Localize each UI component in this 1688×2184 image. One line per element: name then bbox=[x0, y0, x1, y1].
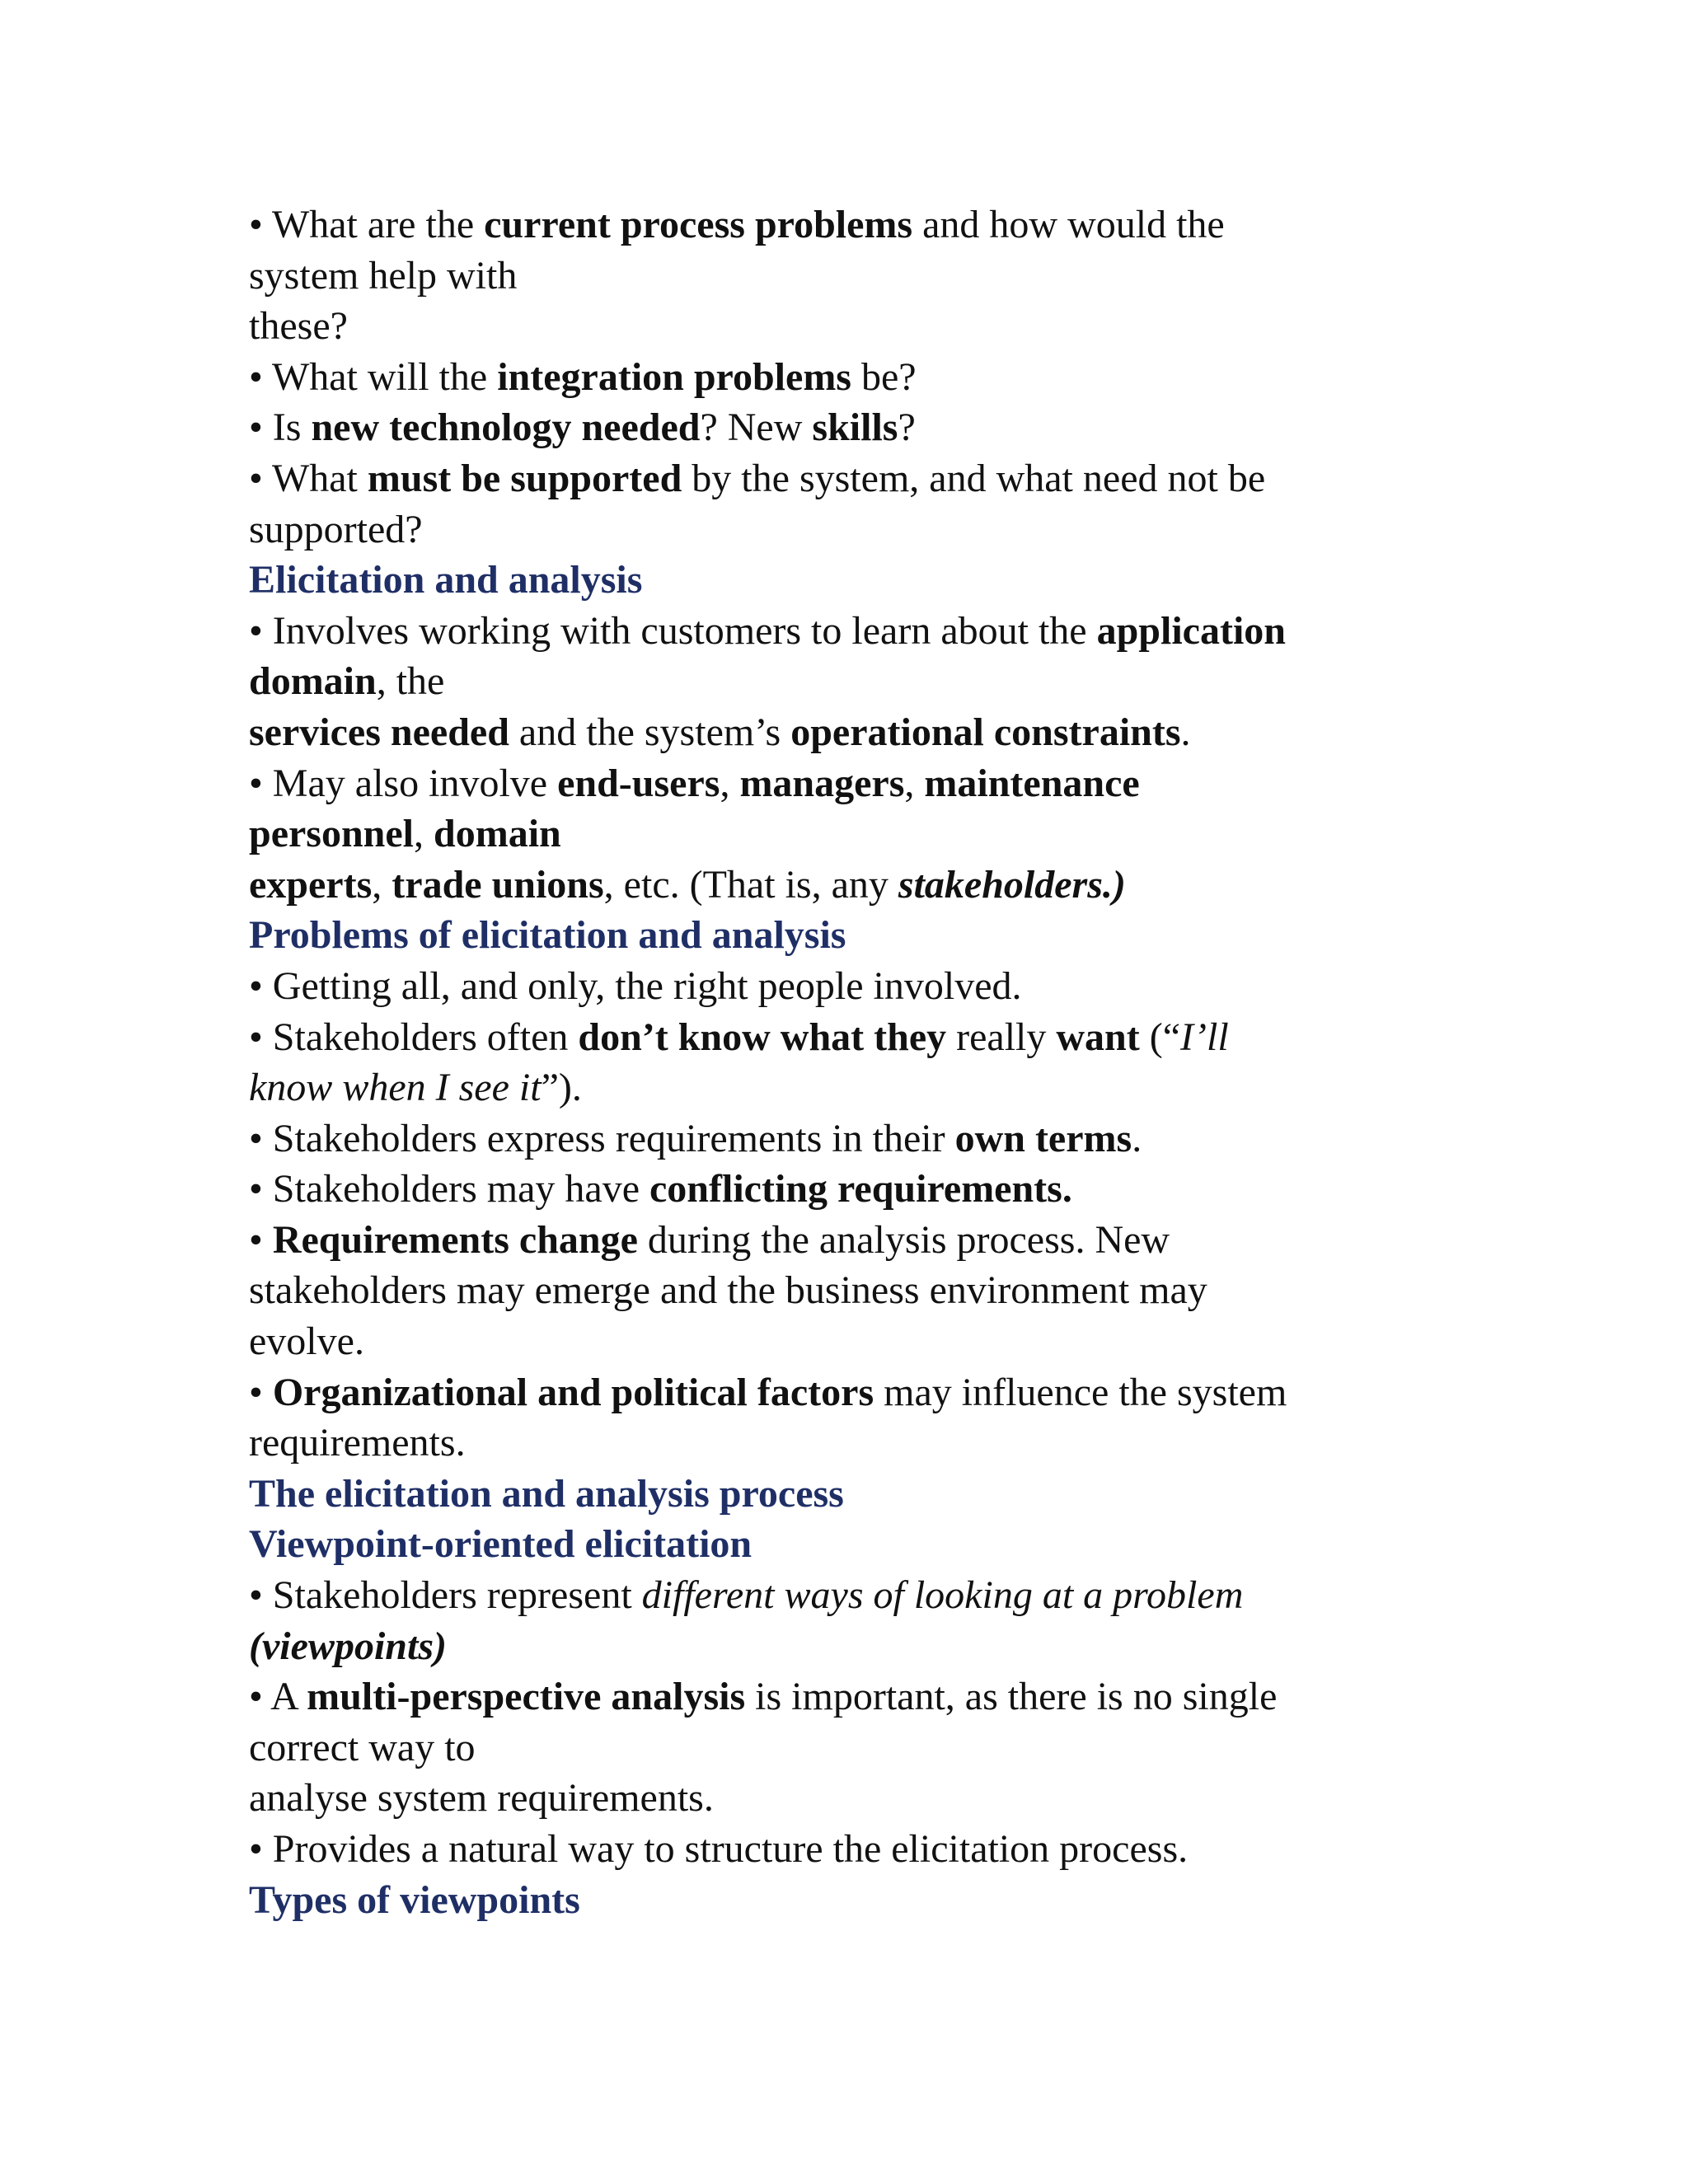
text-line bbox=[249, 758, 1444, 809]
text-segment: Problems of elicitation and analysis bbox=[249, 913, 846, 958]
text-segment: • A bbox=[249, 1675, 307, 1719]
text-segment: during the analysis process. New bbox=[637, 1217, 1170, 1262]
text-segment: and how would the bbox=[912, 203, 1225, 246]
text-segment: The elicitation and analysis process bbox=[249, 1471, 844, 1516]
bold-text: conflicting requirements. bbox=[649, 1167, 1072, 1212]
text-segment: system help with bbox=[249, 253, 518, 298]
bold-text: own terms bbox=[954, 1116, 1132, 1160]
bold-text: Organizational and political factors bbox=[272, 1370, 874, 1414]
text-line bbox=[249, 1215, 1444, 1266]
text-line bbox=[249, 402, 1444, 453]
text-segment: . bbox=[1132, 1116, 1142, 1160]
bold-text: managers bbox=[739, 761, 905, 805]
italic-text: I’ll bbox=[1180, 1015, 1229, 1059]
bold-text: new technology needed bbox=[311, 405, 701, 450]
text-line bbox=[249, 301, 1444, 352]
text-line bbox=[249, 251, 1444, 302]
text-line bbox=[249, 1367, 1444, 1418]
section-heading bbox=[249, 1469, 1444, 1520]
bold-text: application bbox=[1096, 608, 1286, 653]
text-segment: • Stakeholders express requirements in their bbox=[249, 1116, 955, 1160]
text-line bbox=[249, 1164, 1444, 1215]
text-segment: , the bbox=[376, 659, 445, 704]
text-line bbox=[249, 1062, 1444, 1113]
text-line bbox=[249, 1012, 1444, 1063]
bold-text: multi-perspective analysis bbox=[307, 1675, 746, 1719]
text-line bbox=[249, 199, 1444, 251]
bold-text: experts bbox=[249, 862, 373, 907]
text-line bbox=[249, 1773, 1444, 1824]
text-line bbox=[249, 1621, 1444, 1672]
text-segment: • bbox=[249, 1217, 273, 1262]
bold-text: domain bbox=[249, 659, 377, 704]
text-segment: • What bbox=[249, 456, 368, 500]
section-heading bbox=[249, 1875, 1444, 1926]
text-line bbox=[249, 860, 1444, 911]
bold-text: Requirements change bbox=[272, 1217, 638, 1262]
text-segment: stakeholders may emerge and the business environment may bbox=[249, 1268, 1207, 1313]
text-line bbox=[249, 656, 1444, 707]
text-segment: • What will the bbox=[249, 354, 498, 399]
text-line bbox=[249, 606, 1444, 657]
text-segment: ”). bbox=[541, 1066, 582, 1110]
text-segment: (“ bbox=[1139, 1015, 1181, 1059]
text-segment: • What are the bbox=[249, 203, 485, 246]
text-segment: evolve. bbox=[249, 1319, 364, 1364]
text-line bbox=[249, 1722, 1444, 1774]
bold-text: domain bbox=[434, 812, 561, 856]
text-line bbox=[249, 352, 1444, 403]
text-segment: may influence the system bbox=[874, 1370, 1287, 1414]
text-segment: and the system’s bbox=[509, 710, 791, 754]
text-line bbox=[249, 1316, 1444, 1367]
text-segment: . bbox=[1180, 710, 1191, 754]
section-heading bbox=[249, 555, 1444, 606]
text-segment: • Stakeholders represent bbox=[249, 1573, 642, 1618]
italic-text: know when I see it bbox=[249, 1066, 542, 1110]
bold-text: skills bbox=[812, 405, 898, 450]
bold-italic-text: (viewpoints) bbox=[249, 1624, 447, 1668]
text-segment: • Stakeholders often bbox=[249, 1015, 579, 1059]
text-line bbox=[249, 1671, 1444, 1722]
text-line bbox=[249, 453, 1444, 504]
text-segment: Elicitation and analysis bbox=[249, 558, 643, 602]
text-segment: by the system, and what need not be bbox=[682, 456, 1266, 500]
text-segment: • Getting all, and only, the right people involved. bbox=[249, 963, 1022, 1008]
italic-text: different ways of looking at a problem bbox=[641, 1573, 1244, 1618]
text-line bbox=[249, 1265, 1444, 1316]
text-line bbox=[249, 1570, 1444, 1621]
section-heading bbox=[249, 1519, 1444, 1570]
text-segment: Types of viewpoints bbox=[249, 1877, 580, 1922]
text-line bbox=[249, 1824, 1444, 1875]
bold-text: maintenance bbox=[924, 761, 1140, 805]
bold-text: must be supported bbox=[367, 456, 682, 500]
text-segment: , etc. (That is, any bbox=[603, 862, 898, 907]
section-heading bbox=[249, 910, 1444, 961]
bold-text: current process problems bbox=[484, 203, 913, 246]
text-segment: is important, as there is no single bbox=[745, 1675, 1278, 1719]
text-segment: , bbox=[904, 761, 925, 805]
text-segment: analyse system requirements. bbox=[249, 1776, 714, 1821]
text-segment: requirements. bbox=[249, 1421, 466, 1465]
text-line bbox=[249, 504, 1444, 555]
bold-text: personnel bbox=[249, 812, 415, 856]
bold-text: operational constraints bbox=[790, 710, 1181, 754]
text-segment: • bbox=[249, 1370, 273, 1414]
text-segment: ? bbox=[898, 405, 916, 450]
text-segment: • May also involve bbox=[249, 761, 558, 805]
text-segment: be? bbox=[851, 354, 917, 399]
text-line bbox=[249, 1113, 1444, 1165]
text-segment: • Is bbox=[249, 405, 312, 450]
bold-text: want bbox=[1056, 1015, 1140, 1059]
text-line bbox=[249, 1418, 1444, 1469]
bold-text: trade unions bbox=[392, 862, 604, 907]
text-segment: correct way to bbox=[249, 1725, 476, 1769]
text-segment: , bbox=[720, 761, 740, 805]
text-segment: , bbox=[372, 862, 392, 907]
text-line bbox=[249, 808, 1444, 860]
text-line bbox=[249, 961, 1444, 1012]
bold-text: services needed bbox=[249, 710, 509, 754]
document-page bbox=[249, 199, 1444, 1925]
text-segment: supported? bbox=[249, 507, 423, 551]
text-segment: • Involves working with customers to learn about the bbox=[249, 608, 1097, 653]
bold-text: don’t know what they bbox=[578, 1015, 947, 1059]
bold-text: end-users bbox=[557, 761, 720, 805]
bold-text: integration problems bbox=[497, 354, 851, 399]
text-segment: • Provides a natural way to structure the elicitation process. bbox=[249, 1827, 1189, 1871]
text-segment: Viewpoint-oriented elicitation bbox=[249, 1522, 753, 1567]
text-segment: , bbox=[414, 812, 434, 856]
bold-italic-text: stakeholders.) bbox=[898, 862, 1126, 907]
text-segment: ? New bbox=[700, 405, 813, 450]
text-segment: really bbox=[946, 1015, 1057, 1059]
text-segment: • Stakeholders may have bbox=[249, 1167, 649, 1212]
text-line bbox=[249, 707, 1444, 758]
text-segment: these? bbox=[249, 304, 348, 349]
